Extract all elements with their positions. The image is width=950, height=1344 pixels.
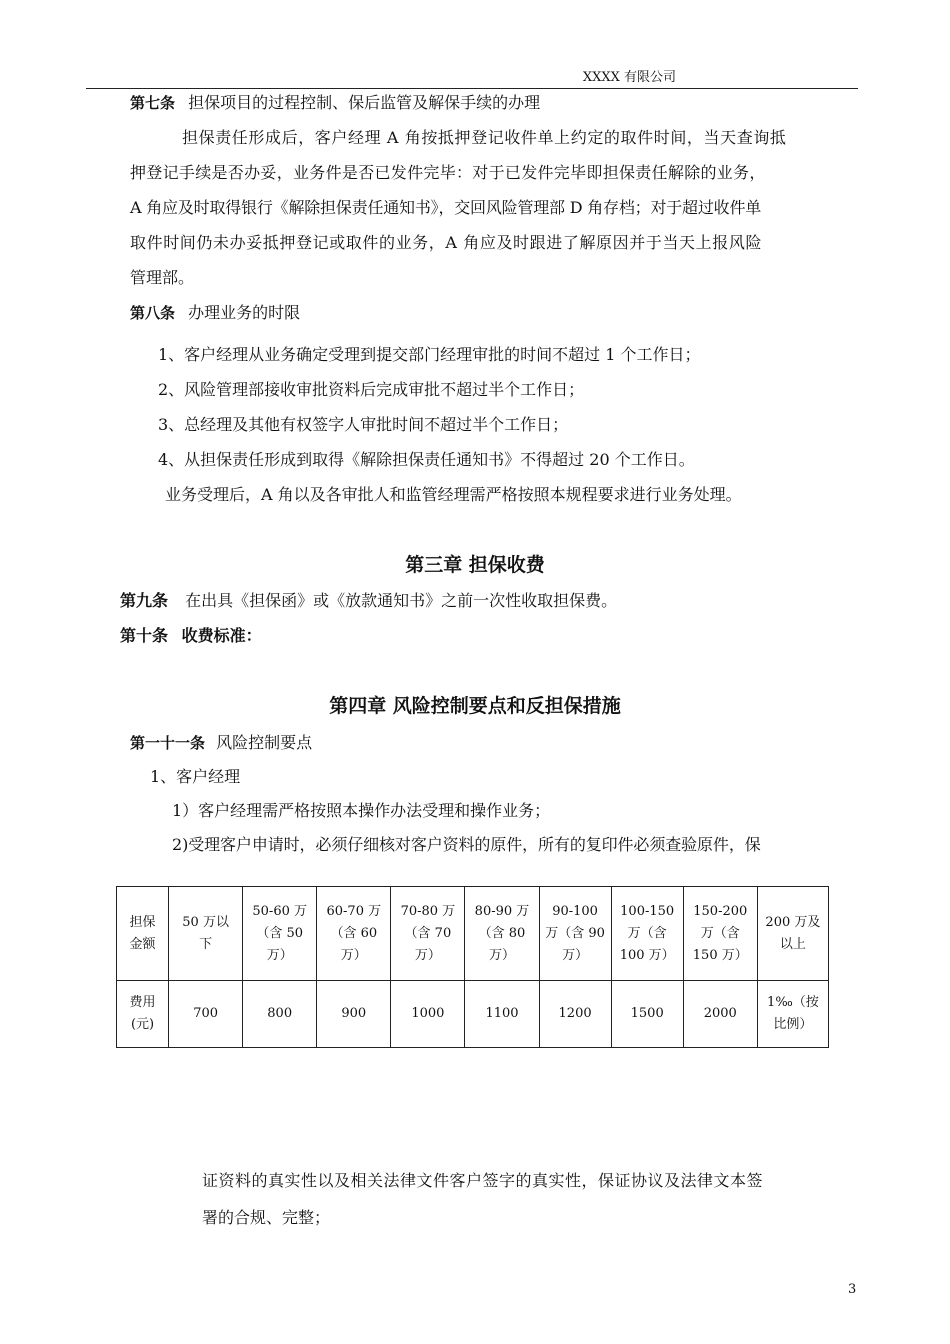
amount-tier-cell: 70-80 万 （含 70 万）	[391, 887, 465, 981]
article8-item-1: 1、客户经理从业务确定受理到提交部门经理审批的时间不超过 1 个工作日；	[158, 345, 701, 364]
article7-line-2: 押登记手续是否办妥，业务件是否已发件完毕：对于已发件完毕即担保责任解除的业务，	[130, 163, 766, 182]
article11-item-1: 1）客户经理需严格按照本操作办法受理和操作业务；	[172, 801, 551, 820]
fee-table-fee-row	[117, 981, 829, 1048]
chapter4-title: 第四章 风险控制要点和反担保措施	[329, 695, 621, 717]
article7-title: 担保项目的过程控制、保后监管及解保手续的办理	[188, 93, 541, 112]
article11-heading	[130, 731, 312, 755]
fee-cell: 800	[243, 981, 317, 1048]
article8-item-2: 2、风险管理部接收审批资料后完成审批不超过半个工作日；	[158, 380, 585, 399]
page-header	[86, 62, 858, 89]
page-number: 3	[848, 1282, 857, 1297]
amount-label-cell: 担保 金额	[117, 887, 169, 981]
article10-text: 收费标准：	[181, 626, 262, 645]
article8-item-4: 4、从担保责任形成到取得《解除担保责任通知书》不得超过 20 个工作日。	[158, 450, 695, 469]
article11-label: 第一十一条	[130, 734, 206, 752]
article8-label: 第八条	[130, 304, 176, 322]
fee-cell: 2000	[683, 981, 757, 1048]
continuation-line-1: 证资料的真实性以及相关法律文件客户签字的真实性，保证协议及法律文本签	[202, 1171, 764, 1190]
article7-label: 第七条	[130, 94, 176, 112]
company-name: XXXX 有限公司	[582, 70, 676, 85]
article11-title: 风险控制要点	[216, 733, 313, 752]
article7-line-4: 取件时间仍未办妥抵押登记或取件的业务，A 角应及时跟进了解原因并于当天上报风险	[130, 233, 763, 252]
fee-cell: 700	[169, 981, 243, 1048]
amount-tier-cell: 100-150 万（含 100 万）	[611, 887, 683, 981]
amount-tier-cell: 50-60 万 （含 50 万）	[243, 887, 317, 981]
article7-heading	[130, 91, 540, 115]
fee-table	[116, 886, 829, 1048]
article8-heading	[130, 301, 300, 325]
article10	[120, 624, 262, 648]
amount-tier-cell: 90-100 万（含 90 万）	[539, 887, 611, 981]
article8-title: 办理业务的时限	[188, 303, 301, 322]
article7-line-5: 管理部。	[130, 268, 195, 287]
fee-cell: 1500	[611, 981, 683, 1048]
fee-cell: 1100	[465, 981, 539, 1048]
fee-cell: 900	[317, 981, 391, 1048]
fee-cell: 1‰（按 比例）	[757, 981, 828, 1048]
amount-tier-cell: 200 万及 以上	[757, 887, 828, 981]
article9	[120, 589, 617, 613]
amount-tier-cell: 60-70 万 （含 60 万）	[317, 887, 391, 981]
article7-line-3: A 角应及时取得银行《解除担保责任通知书》，交回风险管理部 D 角存档；对于超过收件单	[130, 198, 762, 217]
article9-label: 第九条	[120, 591, 169, 610]
article8-closing: 业务受理后，A 角以及各审批人和监管经理需严格按照本规程要求进行业务处理。	[165, 485, 742, 504]
fee-cell: 1200	[539, 981, 611, 1048]
article9-text: 在出具《担保函》或《放款通知书》之前一次性收取担保费。	[185, 591, 618, 610]
fee-table-amount-row	[117, 887, 829, 981]
article11-sub1: 1、客户经理	[150, 767, 241, 786]
fee-cell: 1000	[391, 981, 465, 1048]
article10-label: 第十条	[120, 626, 169, 645]
article7-line-1: 担保责任形成后，客户经理 A 角按抵押登记收件单上约定的取件时间，当天查询抵	[182, 128, 787, 147]
continuation-line-2: 署的合规、完整；	[202, 1208, 331, 1227]
amount-tier-cell: 50 万以 下	[169, 887, 243, 981]
amount-tier-cell: 150-200 万（含 150 万）	[683, 887, 757, 981]
amount-tier-cell: 80-90 万 （含 80 万）	[465, 887, 539, 981]
chapter3-title: 第三章 担保收费	[405, 554, 545, 576]
article8-item-3: 3、总经理及其他有权签字人审批时间不超过半个工作日；	[158, 415, 569, 434]
article11-item-2: 2)受理客户申请时，必须仔细核对客户资料的原件，所有的复印件必须查验原件，保	[172, 835, 761, 854]
fee-label-cell: 费用 (元)	[117, 981, 169, 1048]
